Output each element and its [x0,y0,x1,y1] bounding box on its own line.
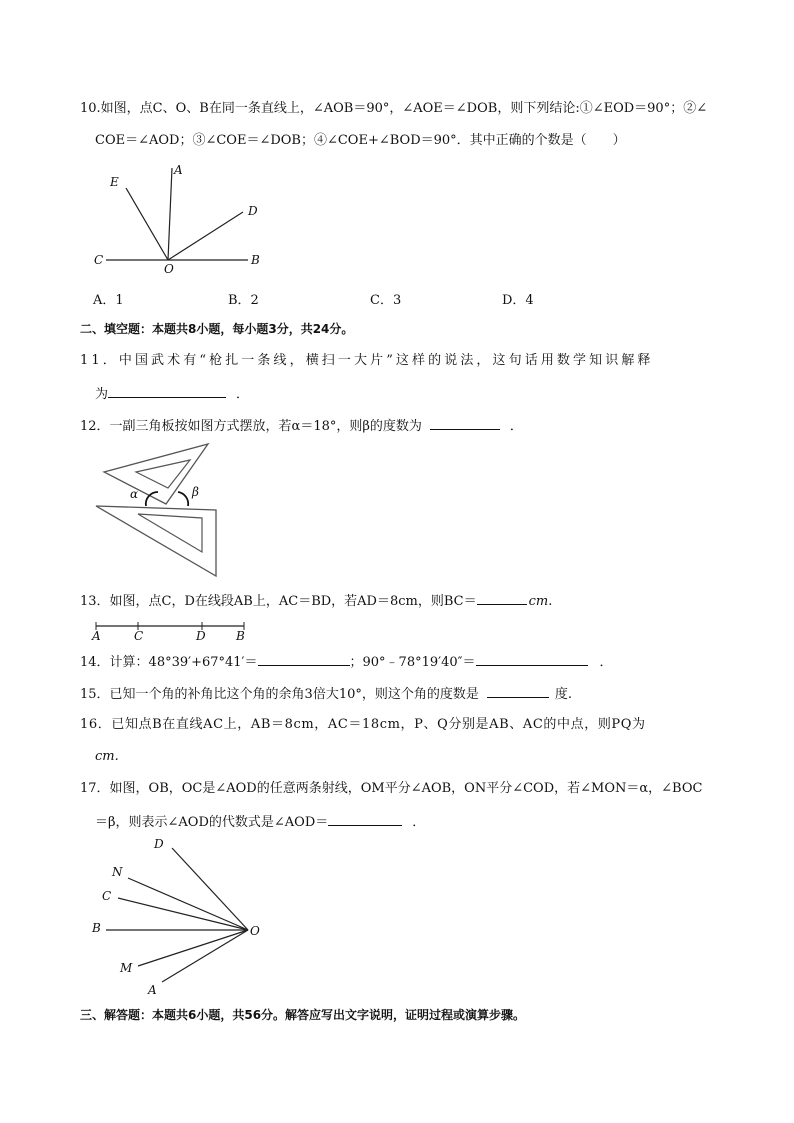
ray-label-C: C [102,889,112,903]
q10-choice-d: D．4 [502,293,534,308]
q12-text: 12．一副三角板按如图方式摆放，若α＝18°，则β的度数为 [80,419,422,434]
q14-part1: 14．计算：48°39′+67°41′＝ [80,655,258,670]
q16-line2: cm. [95,749,119,764]
q17-figure [88,834,278,1000]
q11-line1: 11．中国武术有“枪扎一条线，横扫一大片”这样的说法，这句话用数学知识解释 [80,353,654,368]
q17-answer-blank[interactable] [328,811,402,826]
section-2-heading: 二、填空题：本题共8小题，每小题3分，共24分。 [80,322,354,336]
q14-answer-blank-2[interactable] [476,651,588,666]
label-E: E [110,175,119,189]
section-3-heading: 三、解答题：本题共6小题，共56分。解答应写出文字说明，证明过程或演算步骤。 [80,1008,526,1022]
q13-suffix: cm. [528,594,553,609]
ray-label-D: D [154,837,164,851]
q10-choice-a: A．1 [93,293,124,308]
label-O: O [164,262,174,276]
segment-label-A: A [92,629,101,643]
q13-segment-figure [88,618,258,644]
q12-suffix: ． [509,419,523,434]
q10-line2: COE＝∠AOD；③∠COE＝∠DOB；④∠COE+∠BOD＝90°．其中正确的个数是（ ） [95,133,626,148]
q15-answer-blank[interactable] [487,683,549,698]
q16-line1: 16．已知点B在直线AC上，AB＝8cm，AC＝18cm，P、Q分别是AB、AC的中点，则PQ为 [80,717,646,732]
q14-suffix: ． [599,655,613,670]
q12-figure [90,440,230,580]
q15-suffix: 度. [554,687,572,702]
q11-prefix: 为 [95,387,109,402]
q11-suffix: ． [236,387,250,402]
q17-line2-prefix: ＝β，则表示∠AOD的代数式是∠AOD＝ [95,815,329,830]
q15-text: 15．已知一个角的补角比这个角的余角3倍大10°，则这个角的度数是 [80,687,479,702]
segment-label-C: C [134,629,144,643]
q15-text-line [80,683,734,705]
segment-label-B: B [236,629,245,643]
q10-line1: 10.如图，点C、O、B在同一条直线上，∠AOB＝90°，∠AOE＝∠DOB，则下列结论:①∠EOD＝90°；②∠ [80,101,708,116]
label-B: B [251,253,260,267]
label-C: C [94,253,104,267]
q11-answer-blank[interactable] [108,383,226,398]
ray-label-M: M [120,961,133,975]
q13-answer-blank[interactable] [477,590,527,605]
q17-line2 [95,811,734,833]
q14-text-line [80,651,734,673]
q14-part2: ；90°﹣78°19′40″＝ [349,655,476,670]
beta-label: β [192,485,199,499]
vertex-label-O: O [250,924,260,938]
q17-suffix: ． [412,815,426,830]
q13-text: 13．如图，点C，D在线段AB上，AC＝BD，若AD＝8cm，则BC＝ [80,594,477,609]
ray-label-A: A [148,983,157,997]
q13-text-line [80,590,734,612]
q10-figure [88,160,278,280]
q17-line1: 17．如图，OB，OC是∠AOD的任意两条射线，OM平分∠AOB，ON平分∠COD，若∠MON＝α，∠BOC [80,781,703,796]
segment-label-D: D [196,629,206,643]
q10-choice-b: B．2 [228,293,259,308]
alpha-label: α [130,487,139,501]
q10-choice-c: C．3 [370,293,402,308]
q14-answer-blank-1[interactable] [258,651,350,666]
label-D: D [248,204,258,218]
q12-text-line [80,415,734,437]
label-A: A [174,163,183,177]
ray-label-B: B [92,921,101,935]
q12-answer-blank[interactable] [430,415,500,430]
q11-line2 [95,383,734,405]
ray-label-N: N [112,865,123,879]
